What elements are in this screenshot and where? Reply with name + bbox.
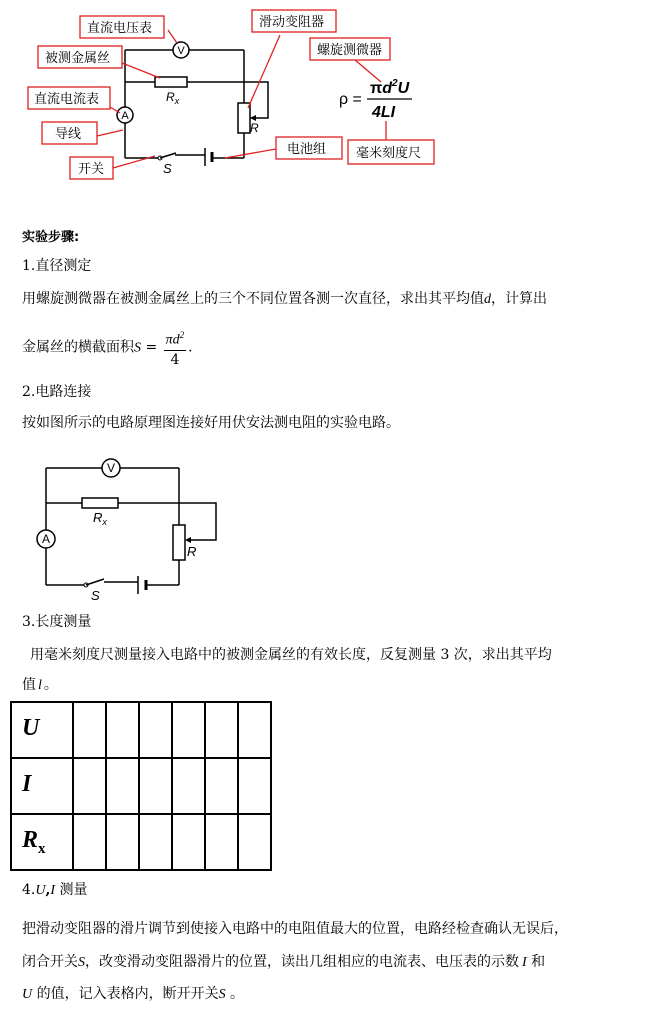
step4-line2 [22,952,545,973]
callout-switch: 开关 [78,161,105,176]
step4-title-text: 测量 [55,882,88,898]
voltmeter-symbol: V [177,45,185,57]
row-header: U [11,702,73,758]
ammeter-symbol: A [121,110,129,122]
table-cell[interactable] [139,814,172,870]
step1-period: . [188,339,193,356]
formula-denominator: 4LI [372,104,396,121]
resistor-symbol-2: $R_x$ [93,510,107,527]
callout-wire: 导线 [55,126,82,141]
circuit-schematic [0,450,667,610]
table-cell[interactable] [73,702,106,758]
callout-ruler: 毫米刻度尺 [356,145,422,160]
step1-var-S: S [134,340,141,356]
step4-var-S-2: S [218,987,226,1002]
table-cell[interactable] [205,758,238,814]
step1-line2-text: 金属丝的横截面积 [22,339,134,356]
table-cell[interactable] [205,702,238,758]
table-cell[interactable] [106,758,139,814]
table-row [11,702,271,758]
switch-icon [158,153,176,160]
table-cell[interactable] [172,814,205,870]
table-cell[interactable] [238,814,271,870]
ammeter-symbol-2: A [41,532,51,546]
formula-numerator: $\pi d^2U$ [370,78,410,97]
battery-icon [138,576,146,594]
step4-var-U: U [35,883,46,898]
apparatus-diagram [0,0,667,200]
step4-line2-text: 闭合开关 [22,954,78,970]
step4-comma: , [45,882,51,898]
step4-var-U-2: U [22,987,33,1002]
step4-title [22,880,87,901]
step1-line2 [22,326,193,369]
table-cell[interactable] [238,758,271,814]
step4-var-I: I [50,883,56,898]
step4-var-I-2: I [522,955,527,970]
resistor-symbol: $R_x$ [166,90,180,106]
step3-period: 。 [43,677,58,693]
callout-rheostat: 滑动变阻器 [259,14,325,29]
table-cell[interactable] [238,702,271,758]
row-header: $R_x$ [11,814,73,870]
step4-line3-text: 的值，记入表格内，断开开关 [32,986,219,1002]
step2-title: 2.电路连接 [22,384,92,400]
step4-number: 4. [22,882,36,898]
table-row [11,758,271,814]
steps-heading: 实验步骤: [22,230,80,245]
rheostat-icon [173,525,185,560]
callout-battery: 电池组 [287,141,327,156]
row-header: I [11,758,73,814]
resistor-icon [82,498,118,508]
step1-line1-text: 用螺旋测微器在被测金属丝上的三个不同位置各测一次直径，求出其平均值 [22,291,484,307]
step1-line1 [22,289,547,310]
step1-equals: = [145,339,158,356]
switch-symbol-2: S [91,588,100,603]
switch-symbol: S [163,161,172,176]
callout-micrometer: 螺旋测微器 [317,42,383,57]
step4-line2-tail: 和 [526,954,546,970]
rheostat-symbol-2: R [187,544,197,559]
table-cell[interactable] [139,758,172,814]
step3-line2 [22,675,58,696]
battery-icon [205,148,212,166]
formula-lhs: ρ = [339,91,362,108]
voltmeter-symbol-2: V [106,461,116,475]
table-row [11,814,271,870]
callout-wire-under-test: 被测金属丝 [45,50,111,65]
table-cell[interactable] [139,702,172,758]
callout-ammeter: 直流电流表 [34,91,100,106]
step4-var-S: S [78,955,85,970]
step3-line1: 用毫米刻度尺测量接入电路中的被测金属丝的有效长度，反复测量 3 次，求出其平均 [30,647,552,663]
table-cell[interactable] [106,814,139,870]
step1-title: 1.直径测定 [22,258,92,274]
step3-line2-text: 值 [22,677,36,693]
step4-line3-end: 。 [225,986,245,1002]
table-cell[interactable] [205,814,238,870]
area-fraction: $\frac{\pi d^2}{4}$ [164,326,187,369]
step4-line1: 把滑动变阻器的滑片调节到使接入电路中的电阻值最大的位置，电路经检查确认无误后， [22,921,568,937]
table-cell[interactable] [106,702,139,758]
table-cell[interactable] [172,702,205,758]
step4-line2-mid: ，改变滑动变阻器滑片的位置，读出几组相应的电流表、电压表的示数 [85,954,519,970]
callout-voltmeter: 直流电压表 [87,20,153,35]
step1-line1-tail: ，计算出 [491,291,547,307]
switch-icon [84,579,104,587]
step1-var-d: d [484,292,491,307]
table-cell[interactable] [73,814,106,870]
step3-title: 3.长度测量 [22,614,92,630]
step2-text: 按如图所示的电路原理图连接好用伏安法测电阻的实验电路。 [22,415,400,431]
rheostat-symbol: R [250,121,259,135]
table-cell[interactable] [73,758,106,814]
resistivity-formula [339,78,412,121]
step4-line3 [22,984,244,1005]
table-cell[interactable] [172,758,205,814]
data-table [10,701,272,871]
step3-var-l: l [38,678,42,693]
